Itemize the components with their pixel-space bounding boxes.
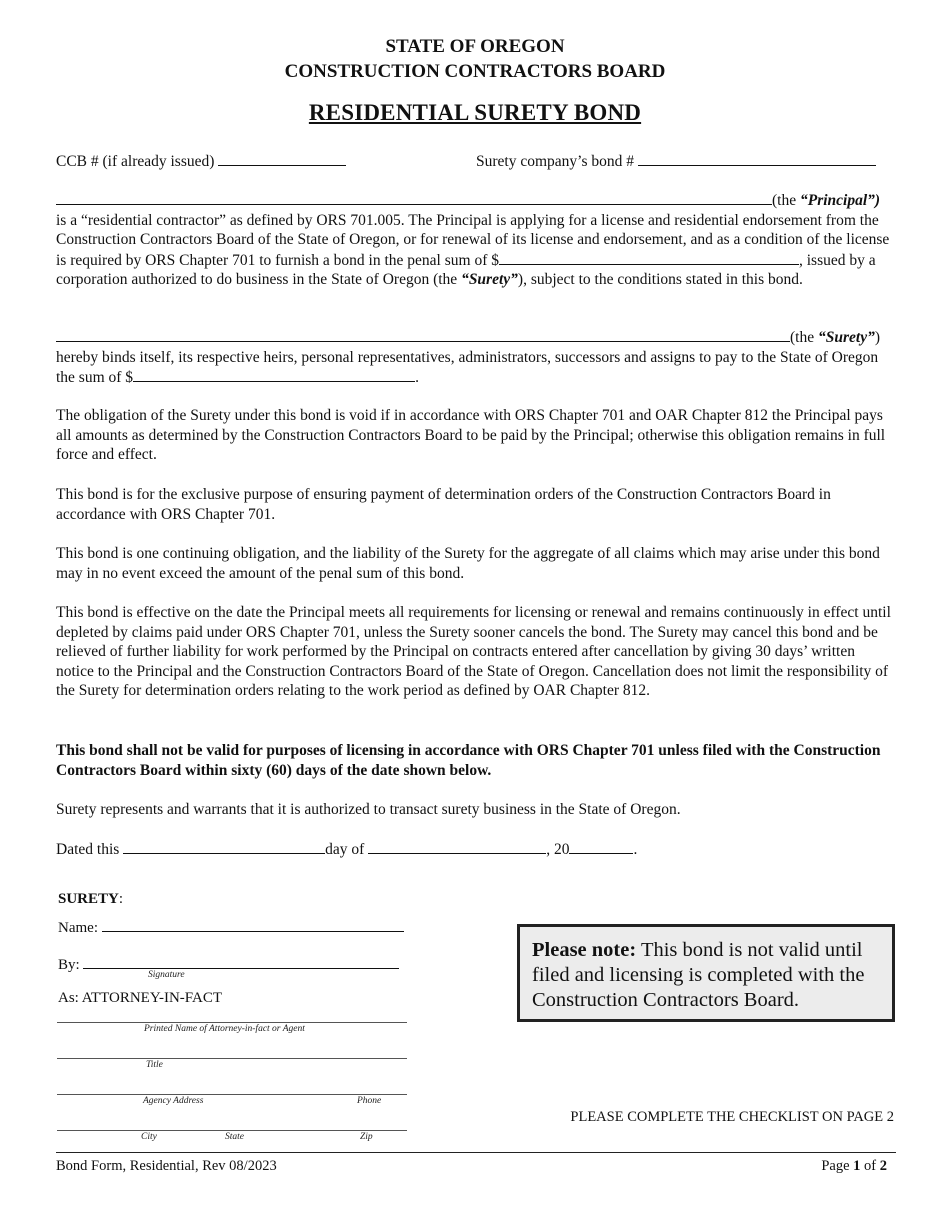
- surety-suffix-term: “Surety”: [817, 329, 875, 346]
- penal-sum-line[interactable]: [499, 250, 799, 265]
- surety-paragraph: [56, 327, 896, 388]
- surety-heading-colon: :: [118, 891, 124, 907]
- surety-suffix: (the: [790, 329, 818, 346]
- obligation-paragraph: The obligation of the Surety under this bond is void if in accordance with ORS Chapter 701 and OAR Chapter 812 the Principal pays all amounts as determined by the Construction Contractors Board to be paid by the Principal; otherwise this obligation remains in full force and effect.: [56, 407, 886, 464]
- ccb-field-row: [56, 151, 346, 172]
- printed-name-caption: Printed Name of Attorney-in-fact or Agent: [144, 1024, 305, 1034]
- surety-text-1: hereby binds itself, its respective heirs, personal representatives, administrators, successors and assigns to pay to the State of Oregon the sum of $: [56, 348, 879, 387]
- year-prefix: , 20: [546, 841, 570, 858]
- name-row: [58, 917, 404, 939]
- surety-signature-heading: [58, 890, 123, 910]
- header-board: CONSTRUCTION CONTRACTORS BOARD: [284, 61, 666, 82]
- day-input-line[interactable]: [123, 839, 325, 854]
- by-label: By:: [58, 957, 80, 973]
- city-caption: City: [141, 1132, 157, 1142]
- page-prefix: Page: [821, 1158, 854, 1174]
- title-line[interactable]: [57, 1058, 407, 1059]
- effective-paragraph: This bond is effective on the date the Principal meets all requirements for licensing or renewal and remains continuously in effect until depleted by claims paid under ORS Chapter 701, unless the Surety sooner cancels the bond. The Surety may cancel this bond and be relieved of further liability for work performed by the Principal on contracts entered after cancellation by giving 30 days’ written notice to the Principal and the Construction Contractors Board of the State of Oregon. Cancellation does not limit the responsibility of the Surety for determination orders relating to the work period as defined by OAR Chapter 812.: [56, 604, 891, 700]
- page-of: of: [860, 1158, 880, 1174]
- signature-caption: Signature: [148, 970, 185, 980]
- please-note-text: This bond is not valid until filed and licensing is completed with the Construction Contractors Board.: [532, 939, 865, 1011]
- as-attorney-label: As: ATTORNEY-IN-FACT: [58, 990, 223, 1006]
- validity-paragraph: This bond shall not be valid for purposes of licensing in accordance with ORS Chapter 701 unless filed with the Construction Contractors Board within sixty (60) days of the date shown below.: [56, 742, 881, 779]
- year-input-line[interactable]: [569, 839, 633, 854]
- city-state-zip-line[interactable]: [57, 1130, 407, 1131]
- name-label: Name:: [58, 920, 98, 936]
- penal-sum-dollar: $: [491, 251, 499, 269]
- agency-address-line[interactable]: [57, 1094, 407, 1095]
- footer-divider: [56, 1152, 896, 1153]
- title-caption: Title: [146, 1060, 163, 1070]
- please-note-label: Please note:: [532, 939, 637, 961]
- bond-number-input-line[interactable]: [638, 151, 876, 166]
- surety-sum-line[interactable]: [133, 367, 415, 382]
- printed-name-line[interactable]: [57, 1022, 407, 1023]
- phone-caption: Phone: [357, 1096, 382, 1106]
- surety-text-2: .: [415, 369, 419, 387]
- warrant-paragraph: Surety represents and warrants that it is authorized to transact surety business in the State of Oregon.: [56, 801, 681, 818]
- dated-period: .: [633, 841, 638, 858]
- page-current: 1: [853, 1158, 861, 1174]
- name-input-line[interactable]: [102, 917, 404, 932]
- bond-number-field-row: [476, 151, 876, 172]
- principal-text-2: , issued by a corporation authorized to do business in the State of Oregon (the: [56, 251, 876, 289]
- by-row: [58, 954, 399, 976]
- header-state: STATE OF OREGON: [385, 36, 565, 57]
- state-caption: State: [225, 1132, 244, 1142]
- agency-address-caption: Agency Address: [143, 1096, 204, 1106]
- ccb-input-line[interactable]: [218, 151, 346, 166]
- month-input-line[interactable]: [368, 839, 546, 854]
- surety-bond-label: Surety company’s bond #: [476, 153, 634, 170]
- dated-this-label: Dated this: [56, 841, 120, 858]
- surety-name-line[interactable]: [56, 327, 790, 342]
- principal-term: “Principal”): [799, 192, 881, 209]
- principal-suffix: (the: [772, 192, 800, 209]
- signature-input-line[interactable]: [83, 954, 399, 969]
- surety-term: “Surety”: [461, 271, 518, 289]
- principal-text-1: is a “residential contractor” as defined by ORS 701.005. The Principal is applying for a license and residential endorsement from the Construction Contractors Board of the State of Oregon, or for renewal of its license and endorsement, and as a condition of the license is required by ORS Chapter 701 to furnish a bond in the penal sum of: [56, 211, 890, 269]
- day-of-label: day of: [325, 841, 365, 858]
- surety-heading: SURETY: [58, 891, 119, 907]
- page-total: 2: [879, 1158, 887, 1174]
- page-number: [821, 1157, 887, 1177]
- footer-form-id: Bond Form, Residential, Rev 08/2023: [56, 1158, 277, 1174]
- principal-text-3: ), subject to the conditions stated in this bond.: [517, 271, 803, 289]
- page-title: RESIDENTIAL SURETY BOND: [308, 100, 642, 125]
- zip-caption: Zip: [360, 1132, 373, 1142]
- please-note-box: [517, 924, 895, 1022]
- principal-paragraph: [56, 190, 896, 290]
- surety-suffix-close: ): [874, 329, 880, 346]
- dated-row: [56, 839, 637, 860]
- purpose-paragraph: This bond is for the exclusive purpose of ensuring payment of determination orders of the Construction Contractors Board in accordance with ORS Chapter 701.: [56, 486, 831, 523]
- principal-name-line[interactable]: [56, 190, 772, 205]
- checklist-note: PLEASE COMPLETE THE CHECKLIST ON PAGE 2: [570, 1109, 894, 1125]
- ccb-label: CCB # (if already issued): [56, 153, 215, 170]
- continuing-paragraph: This bond is one continuing obligation, and the liability of the Surety for the aggregate of all claims which may arise under this bond may in no event exceed the amount of the penal sum of this bond.: [56, 545, 880, 582]
